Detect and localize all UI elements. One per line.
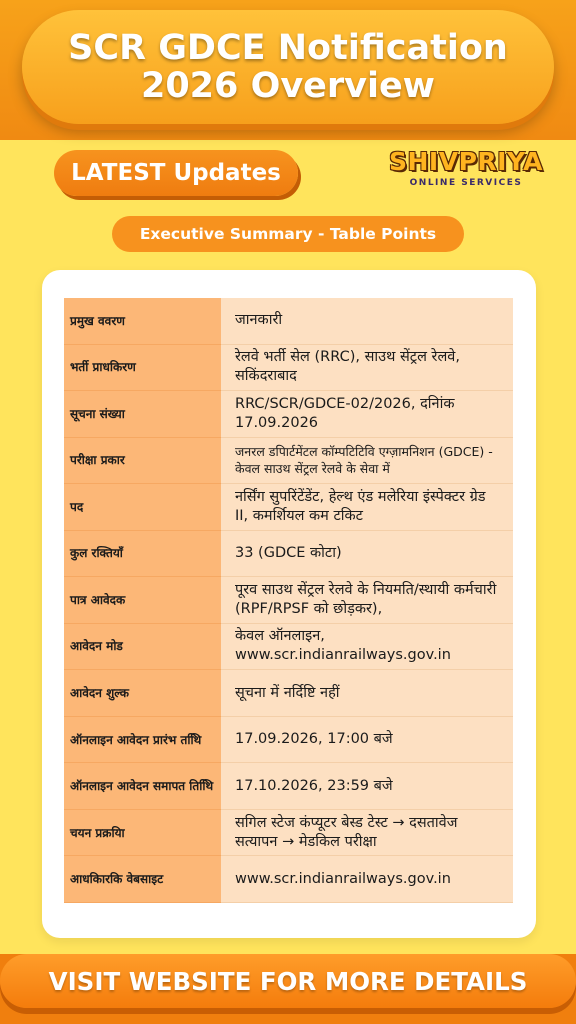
table-row [64, 345, 513, 392]
shivpriya-logo [380, 147, 552, 197]
title-banner [22, 10, 554, 124]
row-key: चयन प्रक्रयिा [64, 810, 221, 857]
logo-name: SHIVPRIYA [388, 147, 543, 176]
executive-summary-label: Executive Summary - Table Points [112, 216, 464, 252]
table-row [64, 298, 513, 345]
table-row [64, 484, 513, 531]
row-value: जनरल डपिार्टमेंटल कॉम्पटिटिवि एग्ज़ामनिशन (GDCE) - केवल साउथ सेंट्रल रेलवे के सेवा में [221, 438, 513, 485]
row-key: सूचना संख्या [64, 391, 221, 438]
row-value: पूरव साउथ सेंट्रल रेलवे के नियमति/स्थायी कर्मचारी (RPF/RPSF को छोड़कर), [221, 577, 513, 624]
table-row [64, 624, 513, 671]
latest-updates-badge[interactable]: LATEST Updates [54, 150, 298, 196]
row-key: आवेदन मोड [64, 624, 221, 671]
row-value: RRC/SCR/GDCE-02/2026, दनिांक 17.09.2026 [221, 391, 513, 438]
row-key: परीक्षा प्रकार [64, 438, 221, 485]
row-value: सूचना में नर्दिष्टि नहीं [221, 670, 513, 717]
row-key: पद [64, 484, 221, 531]
table-row [64, 577, 513, 624]
table-row [64, 391, 513, 438]
row-value: रेलवे भर्ती सेल (RRC), साउथ सेंट्रल रेलवे, सकिंदराबाद [221, 345, 513, 392]
page-title: SCR GDCE Notification 2026 Overview [68, 28, 508, 106]
table-row [64, 438, 513, 485]
row-key: आवेदन शुल्क [64, 670, 221, 717]
row-value: जानकारी [221, 298, 513, 345]
table-row [64, 717, 513, 764]
official-website-link[interactable]: www.scr.indianrailways.gov.in [221, 856, 513, 903]
row-key: ऑनलाइन आवेदन प्रारंभ तथिि [64, 717, 221, 764]
table-row [64, 763, 513, 810]
row-key: ऑनलाइन आवेदन समापत तिथिि [64, 763, 221, 810]
row-value: सगिल स्टेज कंप्यूटर बेस्ड टेस्ट → दसतावेज सत्यापन → मेडकिल परीक्षा [221, 810, 513, 857]
row-value: नर्सिंग सुपरिंटेंडेंट, हेल्थ एंड मलेरिया इंस्पेक्टर ग्रेड II, कमर्शियल कम टकिट [221, 484, 513, 531]
table-row [64, 810, 513, 857]
table-row [64, 856, 513, 903]
table-row [64, 531, 513, 578]
row-key: कुल रक्तियाँ [64, 531, 221, 578]
row-value: 17.10.2026, 23:59 बजे [221, 763, 513, 810]
row-key: प्रमुख ववरण [64, 298, 221, 345]
row-value: 33 (GDCE कोटा) [221, 531, 513, 578]
summary-table [64, 298, 513, 903]
row-value[interactable]: केवल ऑनलाइन, www.scr.indianrailways.gov.in [221, 624, 513, 671]
row-key: पात्र आवेदक [64, 577, 221, 624]
row-key: आधकिारकि वेबसाइट [64, 856, 221, 903]
row-key: भर्ती प्राधकिरण [64, 345, 221, 392]
row-value: 17.09.2026, 17:00 बजे [221, 717, 513, 764]
table-row [64, 670, 513, 717]
visit-website-button[interactable]: VISIT WEBSITE FOR MORE DETAILS [0, 954, 576, 1008]
logo-tagline: ONLINE SERVICES [409, 178, 523, 188]
